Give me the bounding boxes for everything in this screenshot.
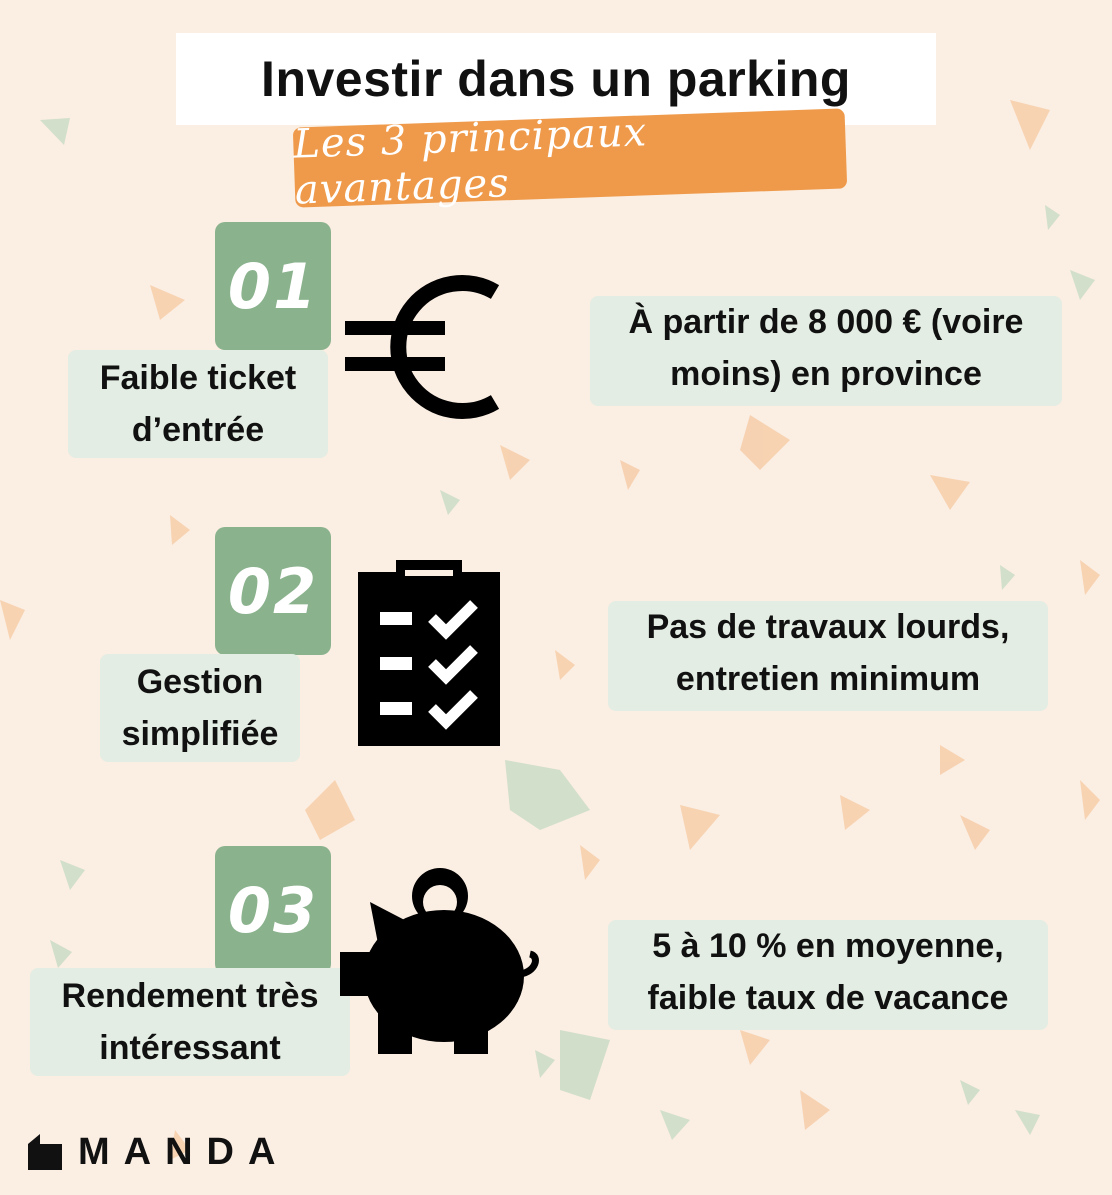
item-label: Rendement très intéressant: [61, 977, 319, 1067]
item-label: Faible ticket d’entrée: [99, 359, 297, 449]
item-description: 5 à 10 % en moyenne, faible taux de vacance: [647, 927, 1009, 1017]
item-description-box: [590, 296, 1062, 406]
item-description: Pas de travaux lourds, entretien minimum: [646, 608, 1010, 698]
brand-footer: [28, 1130, 289, 1174]
item-description: À partir de 8 000 € (voire moins) en province: [628, 303, 1024, 393]
subtitle-banner: [292, 108, 847, 214]
page-subtitle: Les 3 principaux avantages: [292, 109, 648, 214]
brand-name: MANDA: [78, 1130, 290, 1173]
page-title: Investir dans un parking: [261, 51, 851, 107]
item-label-box: [30, 968, 350, 1076]
item-description-box: [608, 601, 1048, 711]
item-number: 02: [227, 554, 319, 628]
item-number: 01: [227, 249, 319, 323]
clipboard-checklist-icon: [358, 560, 503, 748]
piggy-bank-icon: [336, 866, 542, 1058]
euro-icon: [345, 272, 505, 422]
item-number: 03: [227, 873, 319, 947]
item-label-box: [68, 350, 328, 458]
item-description-box: [608, 920, 1048, 1030]
item-number-badge: [215, 527, 331, 655]
item-number-badge: [215, 846, 331, 974]
manda-logo-icon: [28, 1134, 62, 1170]
item-label-box: [100, 654, 300, 762]
item-label: Gestion simplifiée: [121, 663, 279, 753]
item-number-badge: [215, 222, 331, 350]
